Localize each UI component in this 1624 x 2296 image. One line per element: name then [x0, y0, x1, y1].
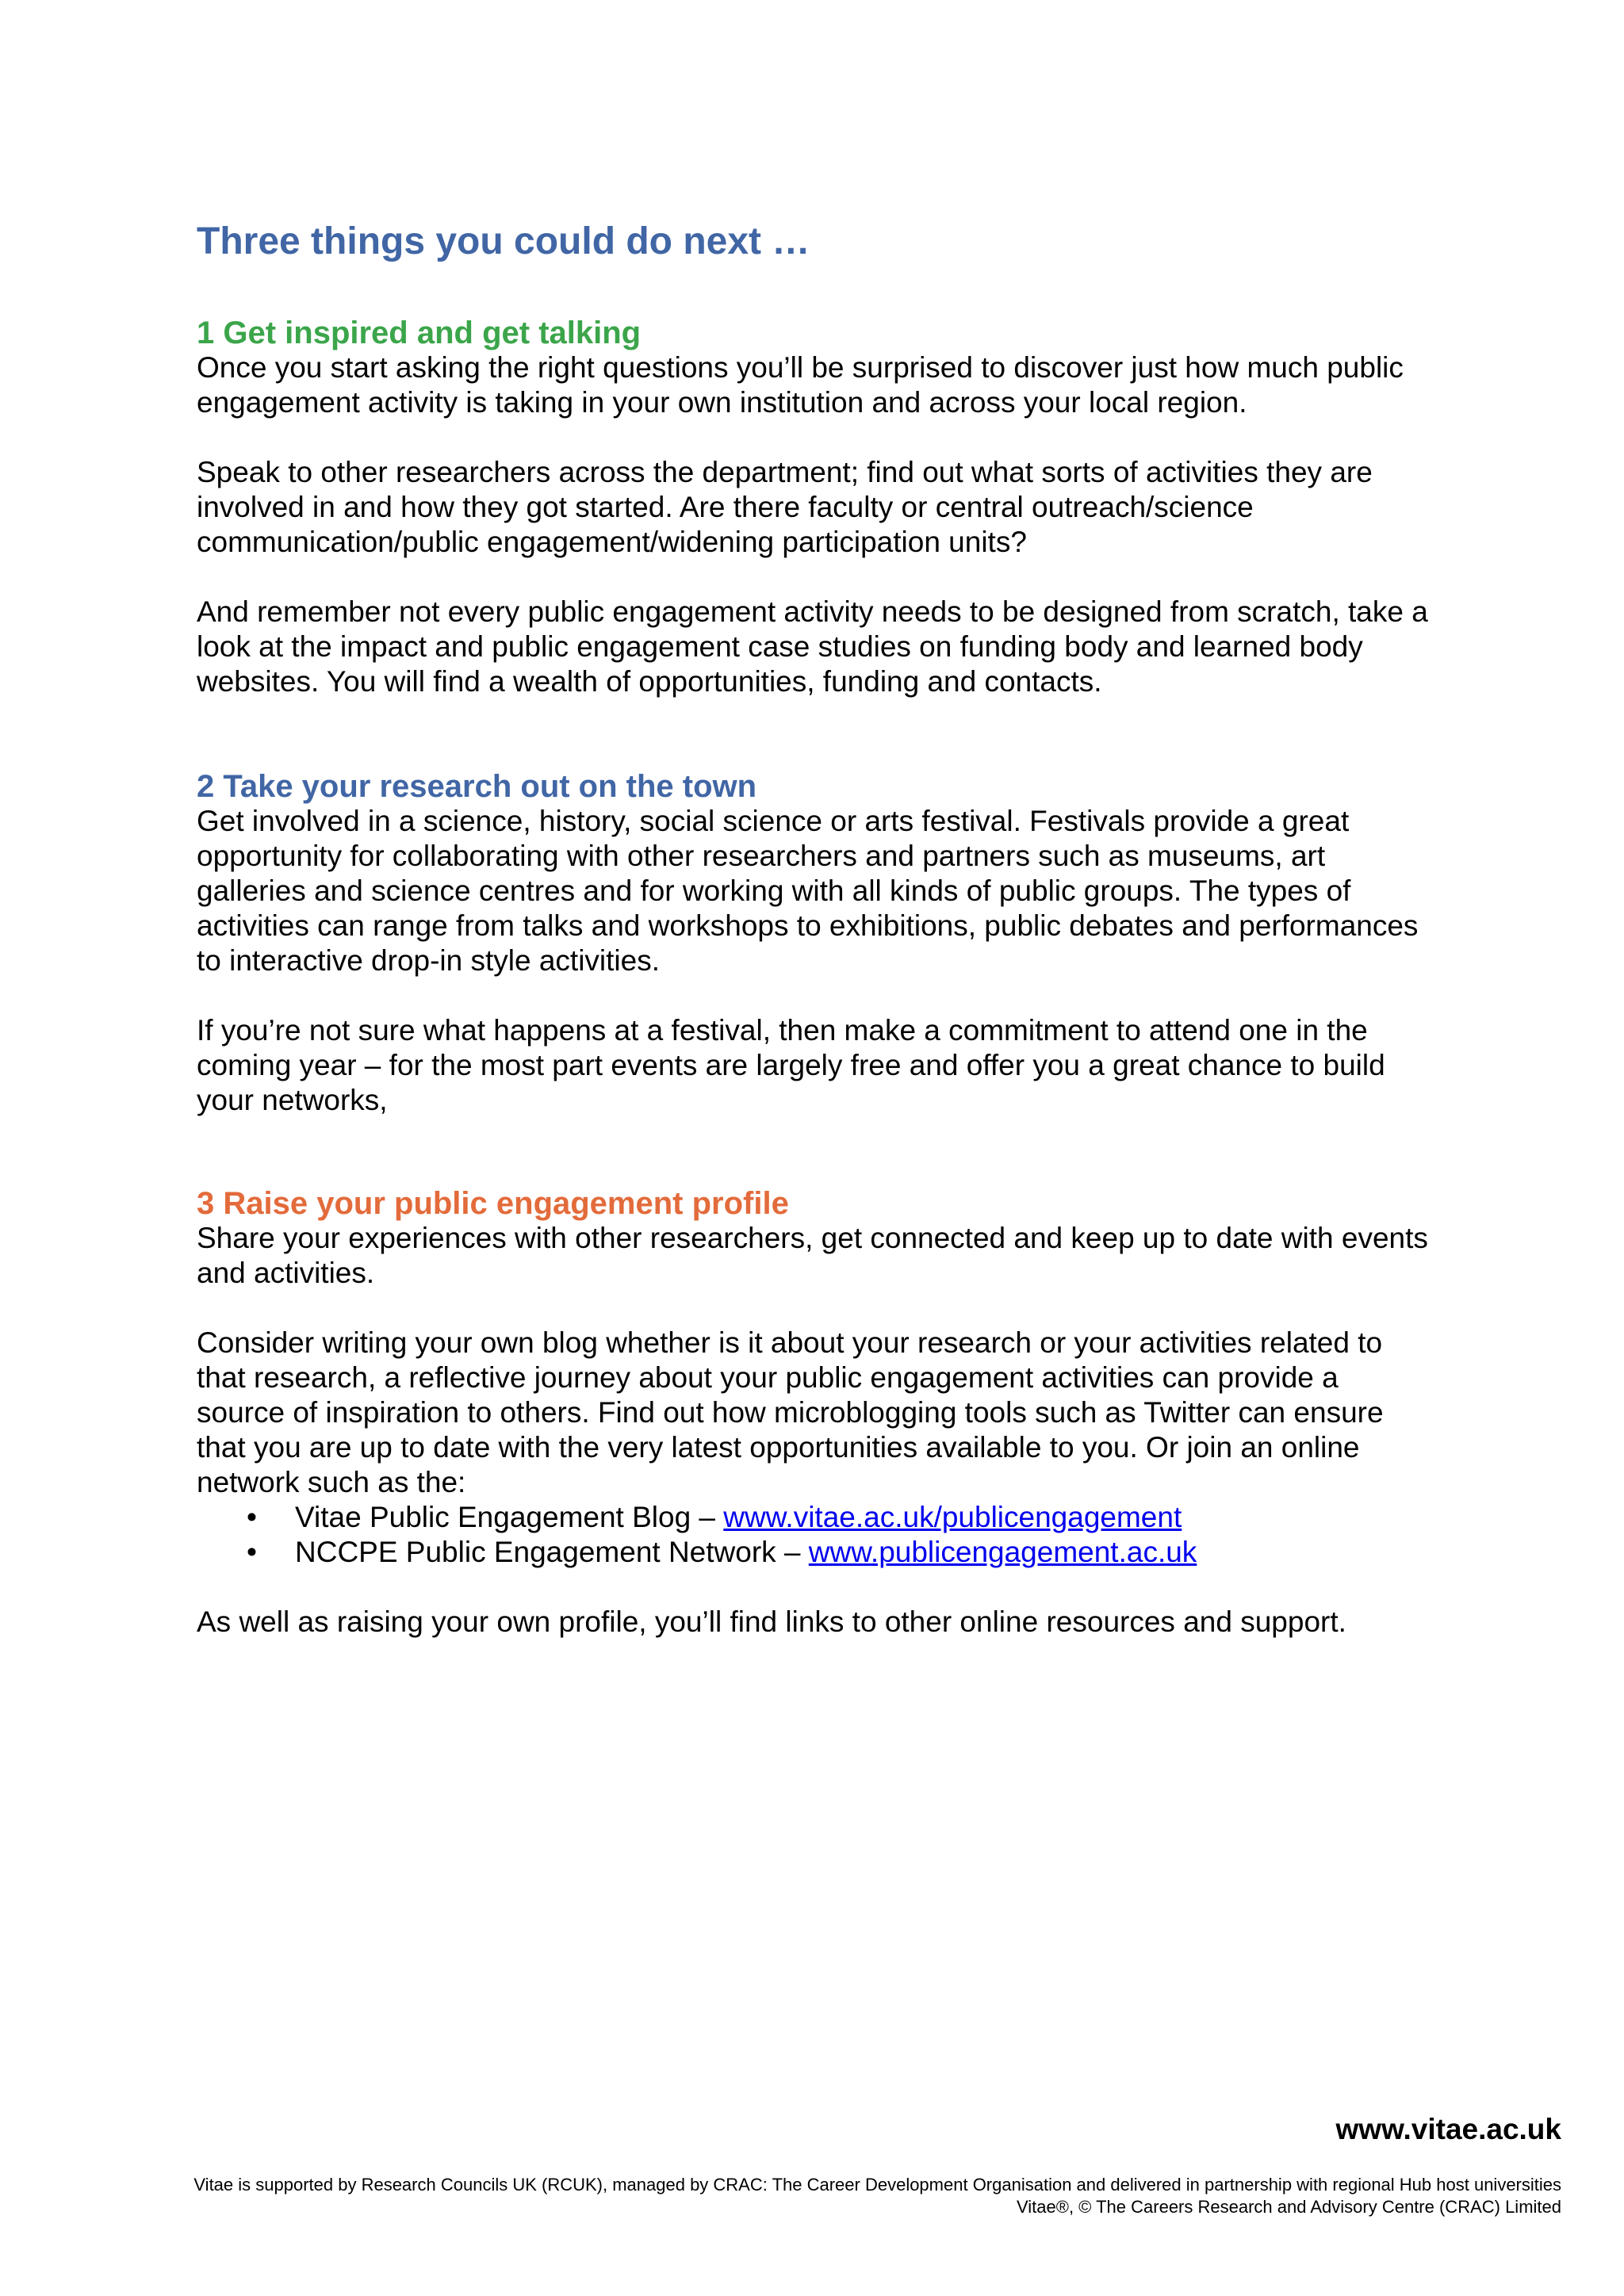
list-item-label: NCCPE Public Engagement Network – — [295, 1536, 809, 1568]
list-item-label: Vitae Public Engagement Blog – — [295, 1501, 724, 1533]
footer-website: www.vitae.ac.uk — [1335, 2113, 1561, 2145]
vitae-blog-link[interactable]: www.vitae.ac.uk/publicengagement — [723, 1501, 1182, 1533]
list-item — [197, 1535, 1434, 1570]
paragraph: Speak to other researchers across the department; find out what sorts of activities they are involved in and how they got started. Are there faculty or central outreach/science communication/public engagement/widening participation units? — [197, 456, 1373, 558]
footer-support-line: Vitae is supported by Research Councils UK (RCUK), managed by CRAC: The Career Development Organisation and delivered in partnership with regional Hub host universities — [193, 2175, 1561, 2195]
bullet-icon: • — [247, 1501, 257, 1533]
paragraph: Get involved in a science, history, social science or arts festival. Festivals provide a great opportunity for collaborating with other researchers and partners such as museums, art galleries and science centres and for working with all kinds of public groups. The types of activities can range from talks and workshops to exhibitions, public debates and performances to interactive drop-in style activities. — [197, 805, 1419, 977]
paragraph: If you’re not sure what happens at a festival, then make a commitment to attend one in the coming year – for the most part events are largely free and offer you a great chance to build your networks, — [197, 1014, 1385, 1116]
section-get-inspired — [197, 316, 1434, 699]
list-item — [197, 1500, 1434, 1535]
paragraph: As well as raising your own profile, you’ll find links to other online resources and support. — [197, 1605, 1346, 1638]
paragraph: Share your experiences with other researchers, get connected and keep up to date with events and activities. — [197, 1222, 1428, 1289]
section-heading: 1 Get inspired and get talking — [197, 316, 642, 350]
bullet-icon: • — [247, 1536, 257, 1568]
section-heading: 2 Take your research out on the town — [197, 769, 757, 804]
network-list — [197, 1500, 1434, 1570]
footer-copyright-line: Vitae®, © The Careers Research and Advisory Centre (CRAC) Limited — [1017, 2197, 1561, 2217]
page-title: Three things you could do next … — [197, 220, 810, 262]
nccpe-network-link[interactable]: www.publicengagement.ac.uk — [808, 1536, 1197, 1568]
section-research-out-on-town — [197, 769, 1434, 1118]
section-heading: 3 Raise your public engagement profile — [197, 1186, 789, 1221]
paragraph: And remember not every public engagement activity needs to be designed from scratch, take a look at the impact and public engagement case studies on funding body and learned body websites. You will find a wealth of opportunities, funding and contacts. — [197, 595, 1428, 698]
paragraph: Once you start asking the right questions you’ll be surprised to discover just how much public engagement activity is taking in your own institution and across your local region. — [197, 351, 1404, 419]
paragraph: Consider writing your own blog whether is it about your research or your activities related to that research, a reflective journey about your public engagement activities can provide a source of inspiration to others. Find out how microblogging tools such as Twitter can ensure that you are up to date with the very latest opportunities available to you. Or join an online network such as the: — [197, 1326, 1384, 1498]
section-raise-profile — [197, 1186, 1434, 1640]
